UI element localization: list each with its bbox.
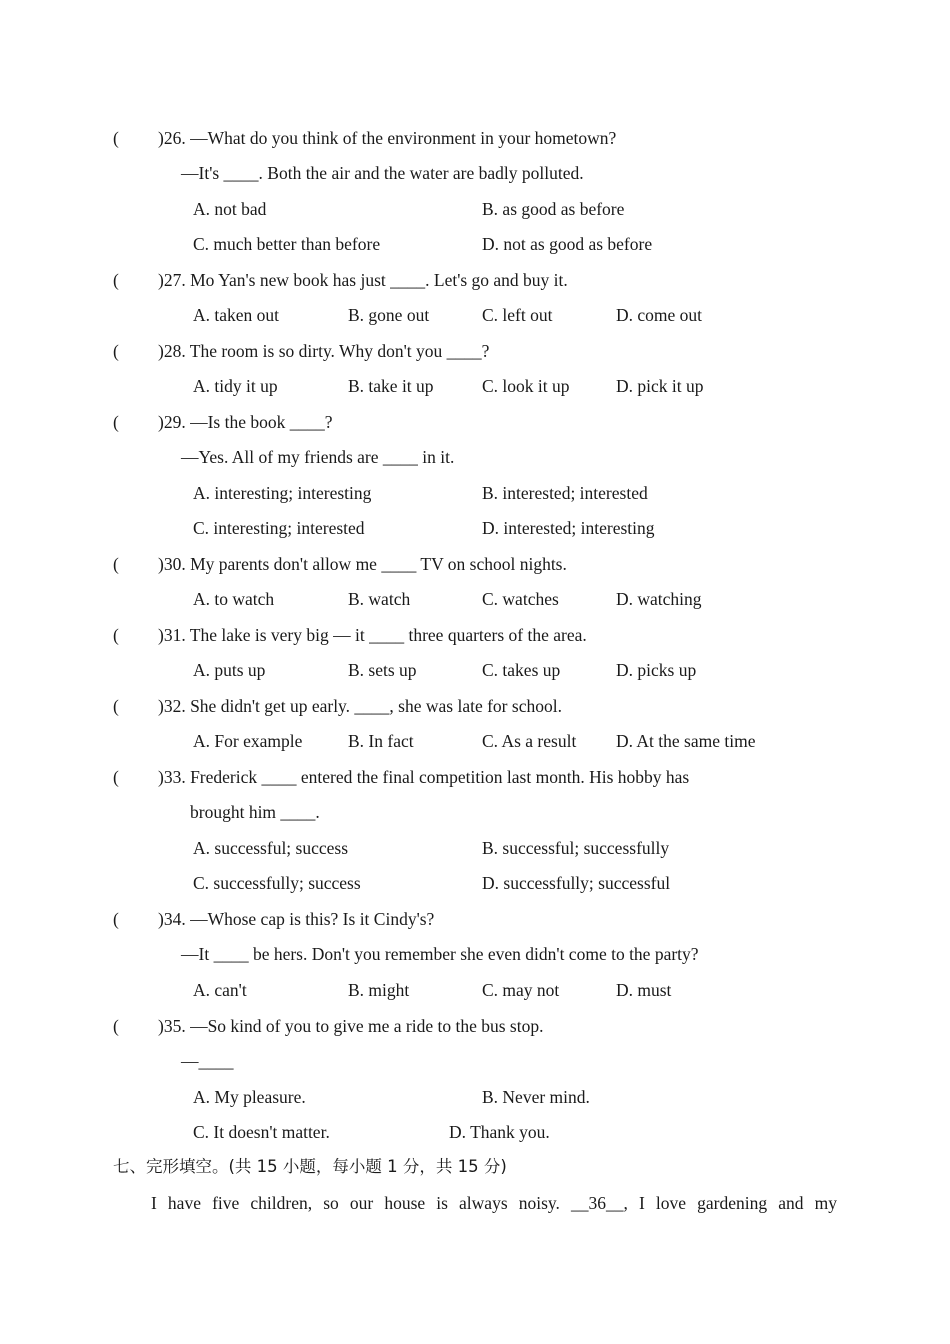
- question-28-option-a: A. tidy it up: [193, 376, 278, 396]
- question-29-option-c: C. interesting; interested: [193, 518, 365, 538]
- question-29-option-a: A. interesting; interesting: [193, 483, 372, 503]
- question-27-option-b: B. gone out: [348, 305, 430, 325]
- question-27-option-c: C. left out: [482, 305, 553, 325]
- question-26-option-c: C. much better than before: [193, 234, 381, 254]
- question-30-option-b: B. watch: [348, 589, 411, 609]
- answer-paren: (: [113, 270, 119, 290]
- question-26-reply: —It's ____. Both the air and the water are badly polluted.: [181, 163, 584, 183]
- question-35-reply: —____: [181, 1051, 234, 1071]
- question-34-option-a: A. can't: [193, 980, 247, 1000]
- question-31-option-d: D. picks up: [616, 660, 697, 680]
- question-29-stem: )29. —Is the book ____?: [158, 412, 333, 432]
- question-35-option-b: B. Never mind.: [482, 1087, 590, 1107]
- question-31-stem: )31. The lake is very big — it ____ three quarters of the area.: [158, 625, 587, 645]
- answer-paren: (: [113, 625, 119, 645]
- question-32-option-d: D. At the same time: [616, 731, 756, 751]
- question-31-option-a: A. puts up: [193, 660, 266, 680]
- question-29-option-d: D. interested; interesting: [482, 518, 655, 538]
- question-33-continuation: brought him ____.: [190, 802, 320, 822]
- question-33-stem: )33. Frederick ____ entered the final competition last month. His hobby has: [158, 767, 690, 787]
- question-28-option-c: C. look it up: [482, 376, 570, 396]
- question-32-stem: )32. She didn't get up early. ____, she was late for school.: [158, 696, 562, 716]
- question-26-stem: )26. —What do you think of the environment in your hometown?: [158, 128, 617, 148]
- answer-paren: (: [113, 412, 119, 432]
- question-35-option-a: A. My pleasure.: [193, 1087, 306, 1107]
- question-31-option-b: B. sets up: [348, 660, 417, 680]
- question-28-option-b: B. take it up: [348, 376, 434, 396]
- question-33-option-a: A. successful; success: [193, 838, 349, 858]
- question-31-option-c: C. takes up: [482, 660, 561, 680]
- section-heading: 七、完形填空。(共 15 小题，每小题 1 分，共 15 分): [113, 1157, 507, 1176]
- question-30-option-d: D. watching: [616, 589, 702, 609]
- answer-paren: (: [113, 696, 119, 716]
- question-27-option-d: D. come out: [616, 305, 703, 325]
- cloze-passage-first-line: I have five children, so our house is always noisy. __36__, I love gardening and my: [151, 1193, 837, 1213]
- question-33-option-b: B. successful; successfully: [482, 838, 670, 858]
- question-28-stem: )28. The room is so dirty. Why don't you ____?: [158, 341, 490, 361]
- question-34-option-b: B. might: [348, 980, 410, 1000]
- question-27-stem: )27. Mo Yan's new book has just ____. Let's go and buy it.: [158, 270, 568, 290]
- question-34-option-c: C. may not: [482, 980, 560, 1000]
- answer-paren: (: [113, 1016, 119, 1036]
- question-35-option-d: D. Thank you.: [449, 1122, 550, 1142]
- question-29-option-b: B. interested; interested: [482, 483, 648, 503]
- answer-paren: (: [113, 341, 119, 361]
- answer-paren: (: [113, 128, 119, 148]
- question-35-option-c: C. It doesn't matter.: [193, 1122, 330, 1142]
- question-34-reply: —It ____ be hers. Don't you remember she even didn't come to the party?: [181, 944, 699, 964]
- answer-paren: (: [113, 767, 119, 787]
- question-26-option-a: A. not bad: [193, 199, 267, 219]
- answer-paren: (: [113, 909, 119, 929]
- question-34-option-d: D. must: [616, 980, 672, 1000]
- question-30-option-c: C. watches: [482, 589, 559, 609]
- question-27-option-a: A. taken out: [193, 305, 280, 325]
- question-28-option-d: D. pick it up: [616, 376, 704, 396]
- question-32-option-b: B. In fact: [348, 731, 414, 751]
- question-32-option-c: C. As a result: [482, 731, 577, 751]
- question-26-option-b: B. as good as before: [482, 199, 625, 219]
- question-35-stem: )35. —So kind of you to give me a ride to the bus stop.: [158, 1016, 544, 1036]
- question-34-stem: )34. —Whose cap is this? Is it Cindy's?: [158, 909, 435, 929]
- question-32-option-a: A. For example: [193, 731, 303, 751]
- answer-paren: (: [113, 554, 119, 574]
- question-33-option-c: C. successfully; success: [193, 873, 361, 893]
- question-29-reply: —Yes. All of my friends are ____ in it.: [181, 447, 455, 467]
- question-26-option-d: D. not as good as before: [482, 234, 653, 254]
- question-33-option-d: D. successfully; successful: [482, 873, 671, 893]
- question-30-stem: )30. My parents don't allow me ____ TV on school nights.: [158, 554, 567, 574]
- question-30-option-a: A. to watch: [193, 589, 275, 609]
